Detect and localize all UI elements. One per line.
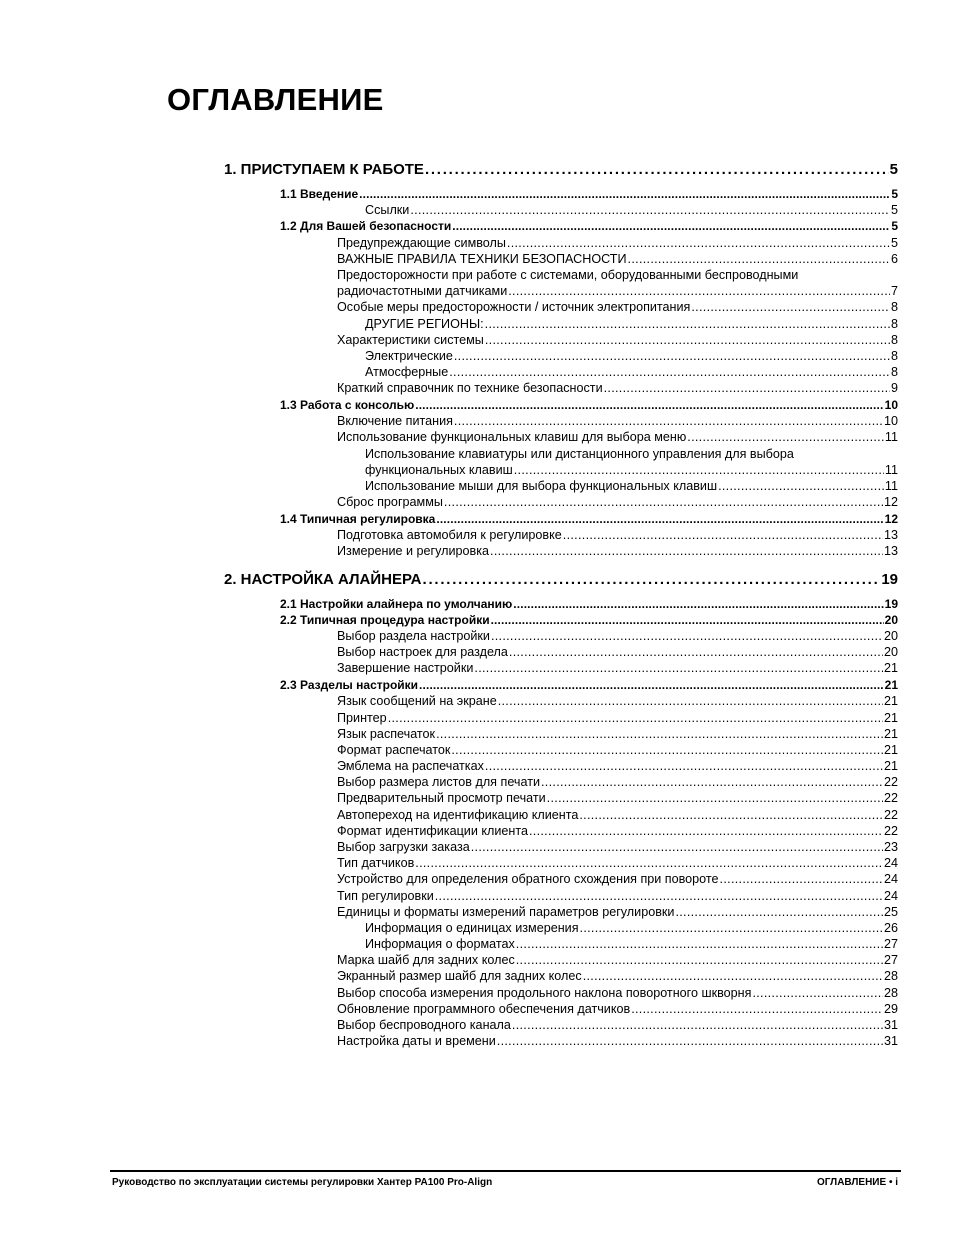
toc-dot-leader: [485, 333, 890, 347]
toc-entry-title: Обновление программного обеспечения датчиков: [337, 1002, 631, 1016]
toc-page-number: 8: [890, 333, 898, 347]
toc-dot-leader: [628, 252, 890, 266]
toc-page-number: 20: [883, 645, 898, 659]
toc-entry-sub[interactable]: [337, 711, 898, 727]
toc-entry-title: Ссылки: [365, 203, 410, 217]
toc-dot-leader: [454, 414, 883, 428]
toc-dot-leader: [507, 236, 890, 250]
toc-entry-title: Использование мыши для выбора функциональных клавиш: [365, 479, 718, 493]
toc-page-number: 8: [890, 300, 898, 314]
toc-dot-leader: [513, 597, 883, 611]
toc-entry-sub[interactable]: [337, 775, 898, 791]
toc-entry-title: Предупреждающие символы: [337, 236, 506, 250]
toc-dot-leader: [491, 629, 883, 643]
toc-dot-leader: [497, 1034, 883, 1048]
toc-entry-title: Единицы и форматы измерений параметров регулировки: [337, 905, 675, 919]
toc-entry-title: Язык распечаток: [337, 727, 436, 741]
toc-dot-leader: [580, 921, 883, 935]
toc-page-number: 26: [883, 921, 898, 935]
toc-page-number: 28: [883, 969, 898, 983]
toc-page-number: 13: [883, 528, 898, 542]
toc-page-number: 20: [884, 613, 898, 627]
toc-entry-title: Выбор размера листов для печати: [337, 775, 540, 789]
toc-dot-leader: [508, 284, 890, 298]
toc-dot-leader: [579, 808, 883, 822]
footer-manual-title: Руководство по эксплуатации системы регулировки Хантер PA100 Pro-Align: [112, 1177, 493, 1188]
toc-entry-subsub[interactable]: [365, 365, 898, 381]
toc-entry-title: радиочастотными датчиками: [337, 284, 508, 298]
toc-entry-sub[interactable]: [337, 236, 898, 252]
toc-page-number: 19: [881, 571, 898, 588]
toc-entry-sub[interactable]: [337, 661, 898, 677]
toc-entry-sub[interactable]: [337, 495, 898, 511]
toc-entry-sub[interactable]: [337, 284, 898, 300]
toc-entry-title: Выбор беспроводного канала: [337, 1018, 511, 1032]
toc-dot-leader: [410, 203, 890, 217]
toc-entry-title-line: Предосторожности при работе с системами, оборудованными беспроводными: [337, 268, 799, 282]
toc-entry-section[interactable]: [280, 613, 898, 629]
toc-page-number: 21: [883, 727, 898, 741]
toc-entry-sub[interactable]: [337, 645, 898, 661]
toc-entry-sub[interactable]: [337, 333, 898, 349]
toc-page-number: 29: [883, 1002, 898, 1016]
toc-entry-sub[interactable]: [337, 1034, 898, 1050]
toc-entry-title: Особые меры предосторожности / источник электропитания: [337, 300, 691, 314]
toc-page-number: 28: [883, 986, 898, 1000]
toc-entry-sub[interactable]: [337, 727, 898, 743]
toc-entry-sub[interactable]: [337, 528, 898, 544]
toc-entry-sub[interactable]: [337, 629, 898, 645]
toc-page-number: 7: [890, 284, 898, 298]
toc-entry-section[interactable]: [280, 219, 898, 235]
toc-entry-sub[interactable]: [337, 953, 898, 969]
toc-entry-title: функциональных клавиш: [365, 463, 513, 477]
toc-entry-title: Информация о форматах: [365, 937, 515, 951]
toc-entry-title: ДРУГИЕ РЕГИОНЫ:: [365, 317, 484, 331]
page-title: ОГЛАВЛЕНИЕ: [167, 82, 384, 117]
toc-page-number: 21: [883, 759, 898, 773]
toc-entry-title: Измерение и регулировка: [337, 544, 490, 558]
toc-page-number: 12: [883, 495, 898, 509]
toc-dot-leader: [563, 528, 883, 542]
toc-dot-leader: [631, 1002, 883, 1016]
toc-page-number: 22: [883, 824, 898, 838]
toc-page-number: 21: [884, 678, 898, 692]
toc-dot-leader: [516, 953, 883, 967]
toc-dot-leader: [498, 694, 883, 708]
toc-dot-leader: [451, 743, 883, 757]
toc-dot-leader: [691, 300, 890, 314]
toc-entry-title: Электрические: [365, 349, 453, 363]
toc-page-number: 10: [884, 398, 898, 412]
toc-entry-title: Выбор настроек для раздела: [337, 645, 508, 659]
footer-divider: [110, 1170, 901, 1172]
toc-dot-leader: [583, 969, 883, 983]
toc-entry-sub[interactable]: [337, 889, 898, 905]
toc-entry-title: Экранный размер шайб для задних колес: [337, 969, 582, 983]
toc-entry-sub[interactable]: [337, 969, 898, 985]
footer-page-label: ОГЛАВЛЕНИЕ • i: [816, 1177, 898, 1188]
toc-dot-leader: [720, 872, 883, 886]
toc-page-number: 9: [890, 381, 898, 395]
toc-page-number: 21: [883, 661, 898, 675]
toc-entry-sub[interactable]: [337, 743, 898, 759]
toc-entry-section[interactable]: [280, 678, 898, 694]
toc-entry-section[interactable]: [280, 187, 898, 203]
toc-dot-leader: [512, 1018, 883, 1032]
toc-dot-leader: [675, 905, 883, 919]
toc-entry-title: 2.2 Типичная процедура настройки: [280, 613, 490, 627]
toc-entry-title: Язык сообщений на экране: [337, 694, 497, 708]
toc-entry-title: Включение питания: [337, 414, 453, 428]
toc-entry-title: 1.2 Для Вашей безопасности: [280, 219, 452, 233]
toc-entry-title-line: Использование клавиатуры или дистанционного управления для выбора: [365, 447, 794, 461]
toc-dot-leader: [687, 430, 884, 444]
toc-dot-leader: [509, 645, 883, 659]
toc-entry-title: Предварительный просмотр печати: [337, 791, 546, 805]
toc-dot-leader: [415, 856, 883, 870]
toc-dot-leader: [435, 889, 883, 903]
toc-dot-leader: [388, 711, 883, 725]
toc-entry-title: Выбор загрузки заказа: [337, 840, 470, 854]
toc-entry-title: Эмблема на распечатках: [337, 759, 484, 773]
toc-page-number: 31: [883, 1034, 898, 1048]
toc-entry-title: Характеристики системы: [337, 333, 484, 347]
toc-page-number: 5: [890, 203, 898, 217]
toc-entry-title: 2.3 Разделы настройки: [280, 678, 419, 692]
toc-entry-sub[interactable]: [337, 856, 898, 872]
toc-page-number: 6: [890, 252, 898, 266]
toc-page-number: 19: [884, 597, 898, 611]
toc-entry-title: Марка шайб для задних колес: [337, 953, 515, 967]
toc-dot-leader: [436, 512, 883, 526]
toc-dot-leader: [516, 937, 883, 951]
toc-dot-leader: [529, 824, 883, 838]
toc-page-number: 22: [883, 808, 898, 822]
toc-page-number: 27: [883, 953, 898, 967]
toc-page-number: 5: [889, 161, 898, 178]
toc-entry-sub[interactable]: [337, 759, 898, 775]
toc-dot-leader: [490, 544, 883, 558]
toc-page-number: 21: [883, 711, 898, 725]
toc-dot-leader: [514, 463, 884, 477]
toc-entry-title: Устройство для определения обратного схождения при повороте: [337, 872, 719, 886]
toc-dot-leader: [718, 479, 884, 493]
toc-dot-leader: [485, 317, 890, 331]
toc-page-number: 31: [883, 1018, 898, 1032]
toc-entry-title: Автопереход на идентификацию клиента: [337, 808, 579, 822]
toc-page-number: 11: [884, 479, 898, 493]
toc-page-number: 5: [890, 236, 898, 250]
toc-entry-sub[interactable]: [337, 840, 898, 856]
toc-dot-leader: [752, 986, 883, 1000]
toc-entry-title: Краткий справочник по технике безопасности: [337, 381, 603, 395]
toc-page-number: 8: [890, 365, 898, 379]
toc-entry-sub[interactable]: [337, 694, 898, 710]
toc-dot-leader: [604, 381, 890, 395]
toc-dot-leader: [449, 365, 890, 379]
toc-page-number: 8: [890, 349, 898, 363]
toc-entry-section[interactable]: [280, 597, 898, 613]
toc-entry-chapter[interactable]: [224, 571, 898, 591]
toc-entry-title: 2.1 Настройки алайнера по умолчанию: [280, 597, 513, 611]
toc-page-number: 20: [883, 629, 898, 643]
toc-dot-leader: [415, 398, 883, 412]
toc-page-number: 22: [883, 791, 898, 805]
toc-entry-chapter[interactable]: [224, 161, 898, 181]
toc-dot-leader: [452, 219, 890, 233]
toc-dot-leader: [425, 161, 889, 178]
toc-entry-sub[interactable]: [337, 824, 898, 840]
toc-entry-title: Подготовка автомобиля к регулировке: [337, 528, 562, 542]
toc-entry-title: Атмосферные: [365, 365, 449, 379]
toc-page-number: 11: [884, 430, 898, 444]
toc-entry-sub[interactable]: [337, 300, 898, 316]
toc-entry-section[interactable]: [280, 512, 898, 528]
toc-entry-title: Тип регулировки: [337, 889, 434, 903]
toc-entry-title: Информация о единицах измерения: [365, 921, 579, 935]
toc-entry-title: 2. НАСТРОЙКА АЛАЙНЕРА: [224, 571, 422, 588]
toc-dot-leader: [471, 840, 883, 854]
toc-entry-title: Завершение настройки: [337, 661, 474, 675]
toc-dot-leader: [436, 727, 883, 741]
toc-entry-sub[interactable]: [337, 872, 898, 888]
toc-entry-title: Использование функциональных клавиш для выбора меню: [337, 430, 687, 444]
toc-entry-sub[interactable]: [337, 791, 898, 807]
toc-dot-leader: [359, 187, 890, 201]
toc-dot-leader: [423, 571, 881, 588]
toc-entry-title: Выбор способа измерения продольного наклона поворотного шкворня: [337, 986, 752, 1000]
toc-entry-title: Сброс программы: [337, 495, 443, 509]
toc-entry-title: Выбор раздела настройки: [337, 629, 490, 643]
toc-entry-title: ВАЖНЫЕ ПРАВИЛА ТЕХНИКИ БЕЗОПАСНОСТИ: [337, 252, 627, 266]
toc-dot-leader: [474, 661, 883, 675]
toc-page-number: 5: [891, 219, 898, 233]
toc-entry-title: Настройка даты и времени: [337, 1034, 496, 1048]
toc-entry-subsub[interactable]: [365, 203, 898, 219]
toc-entry-sub[interactable]: [337, 905, 898, 921]
toc-page-number: 24: [883, 856, 898, 870]
toc-entry-sub[interactable]: [337, 430, 898, 446]
toc-entry-sub[interactable]: [337, 381, 898, 397]
toc-page-number: 23: [883, 840, 898, 854]
toc-entry-subsub[interactable]: [365, 349, 898, 365]
toc-page-number: 24: [883, 872, 898, 886]
toc-page-number: 22: [883, 775, 898, 789]
toc-entry-title: Формат идентификации клиента: [337, 824, 528, 838]
toc-dot-leader: [419, 678, 884, 692]
toc-page-number: 13: [883, 544, 898, 558]
toc-dot-leader: [485, 759, 883, 773]
toc-page-number: 8: [890, 317, 898, 331]
toc-entry-sub[interactable]: [337, 544, 898, 560]
toc-entry-sub[interactable]: [337, 252, 898, 268]
toc-page-number: 21: [883, 743, 898, 757]
toc-dot-leader: [444, 495, 883, 509]
toc-dot-leader: [454, 349, 890, 363]
toc-entry-title: Формат распечаток: [337, 743, 451, 757]
toc-entry-subsub[interactable]: [365, 479, 898, 495]
toc-entry-subsub[interactable]: [365, 463, 898, 479]
toc-page-number: 10: [883, 414, 898, 428]
toc-entry-sub[interactable]: [337, 986, 898, 1002]
toc-entry-title: 1.1 Введение: [280, 187, 359, 201]
toc-dot-leader: [547, 791, 883, 805]
toc-page-number: 12: [884, 512, 898, 526]
toc-entry-subsub[interactable]: [365, 921, 898, 937]
toc-entry-sub[interactable]: [337, 1002, 898, 1018]
toc-entry-title: Тип датчиков: [337, 856, 415, 870]
toc-page-number: 27: [883, 937, 898, 951]
toc-entry-sub[interactable]: [337, 808, 898, 824]
toc-dot-leader: [541, 775, 883, 789]
toc-page-number: 11: [884, 463, 898, 477]
toc-entry-section[interactable]: [280, 398, 898, 414]
toc-entry-sub[interactable]: [337, 414, 898, 430]
toc-dot-leader: [491, 613, 884, 627]
toc-page-number: 24: [883, 889, 898, 903]
toc-page-number: 21: [883, 694, 898, 708]
toc-entry-sub[interactable]: [337, 1018, 898, 1034]
toc-entry-subsub[interactable]: [365, 317, 898, 333]
toc-entry-title: 1.3 Работа с консолью: [280, 398, 415, 412]
toc-page-number: 25: [883, 905, 898, 919]
toc-entry-title: 1. ПРИСТУПАЕМ К РАБОТЕ: [224, 161, 424, 178]
toc-entry-title: Принтер: [337, 711, 387, 725]
toc-page-number: 5: [891, 187, 898, 201]
toc-entry-subsub[interactable]: [365, 937, 898, 953]
toc-entry-title: 1.4 Типичная регулировка: [280, 512, 436, 526]
